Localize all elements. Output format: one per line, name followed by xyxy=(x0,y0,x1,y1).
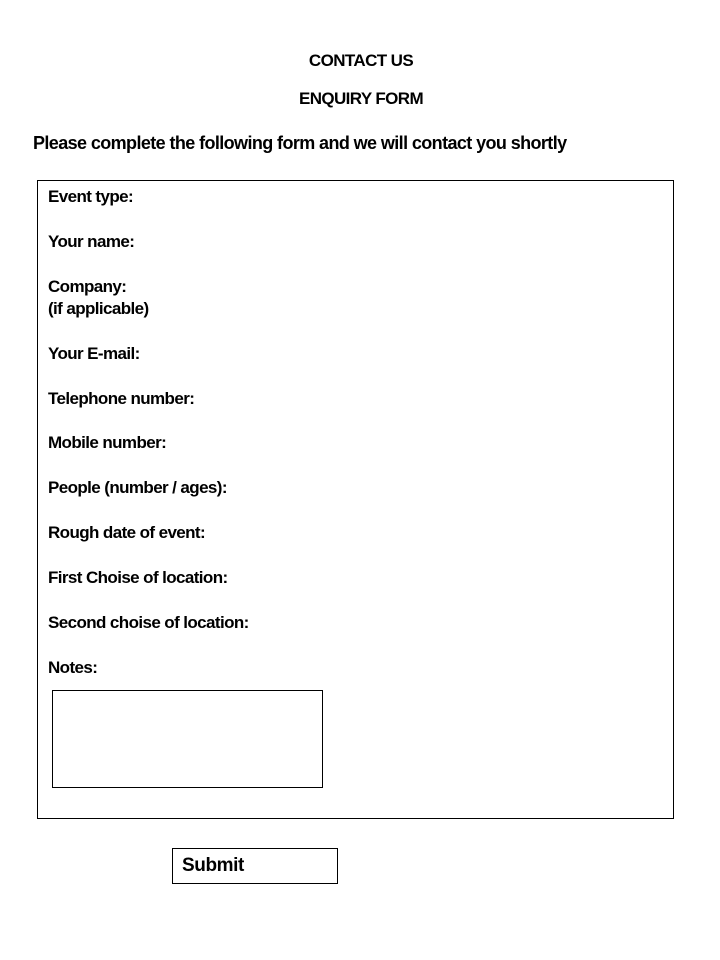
notes-label: Notes: xyxy=(48,658,98,677)
submit-button[interactable] xyxy=(172,848,338,884)
second-location-field[interactable]: Second choise of location: xyxy=(48,613,249,632)
first-location-field[interactable]: First Choise of location: xyxy=(48,568,228,587)
name-field[interactable]: Your name: xyxy=(48,232,135,251)
telephone-field[interactable]: Telephone number: xyxy=(48,389,195,408)
form-instructions: Please complete the following form and we will contact you shortly xyxy=(33,133,567,153)
mobile-field[interactable]: Mobile number: xyxy=(48,433,167,452)
page-title: CONTACT US xyxy=(308,51,414,70)
event-date-field[interactable]: Rough date of event: xyxy=(48,523,206,542)
people-field[interactable]: People (number / ages): xyxy=(48,478,227,497)
notes-textarea[interactable] xyxy=(52,690,323,788)
event-type-field[interactable]: Event type: xyxy=(48,187,134,206)
submit-button-label: Submit xyxy=(182,855,244,876)
company-field-hint: (if applicable) xyxy=(48,299,149,318)
form-title: ENQUIRY FORM xyxy=(298,89,424,108)
email-field[interactable]: Your E-mail: xyxy=(48,344,140,363)
enquiry-form xyxy=(37,180,674,819)
company-field[interactable]: Company: xyxy=(48,277,127,296)
